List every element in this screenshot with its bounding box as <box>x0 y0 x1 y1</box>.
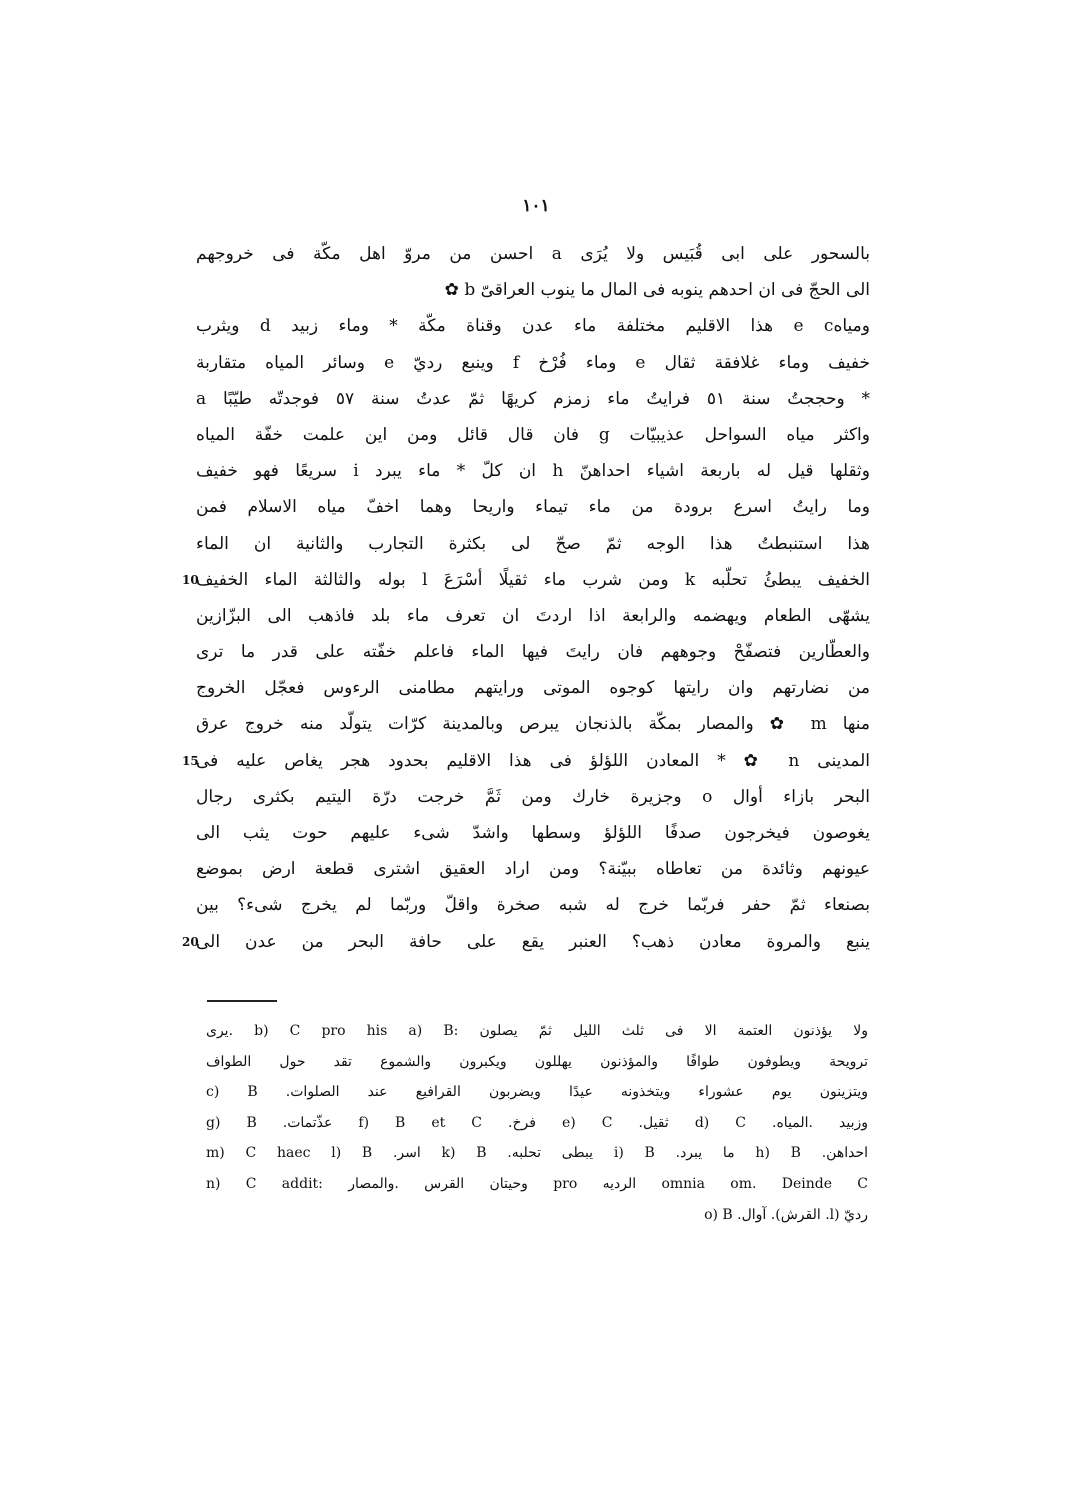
text-line: واكثر مياه السواحل عذيبيّات g فان قال قائل ومن اين علمت خفّة المياه <box>196 424 870 445</box>
text-line: الى الحجّ فى ان احدهم ينوبه فى المال ما ينوب العراقىّ b ✿ <box>444 280 870 301</box>
text-line: خفيف وماء غلافقة ثقال e وماء فُرْخ f وينبع رديّ e وسائر المياه متقاربة <box>196 352 870 373</box>
text-line: 20 ينبع والمروة معادن ذهب؟ العنبر يقع على حافة البحر من عدن الى <box>196 924 870 960</box>
text-line: البحر بازاء أوال o وجزيرة خارك ومن ثَمَّ خرجت درّة اليتيم بكثرى رجال <box>196 786 870 807</box>
text-line: هذا استنبطتُ هذا الوجه ثمّ صحّ لى بكثرة التجارب والثانية ان الماء <box>196 533 870 554</box>
main-text-block <box>182 236 871 960</box>
line-number: 10 <box>182 572 199 587</box>
footnote-line: g) B .عذّتمات f) B et C .فرخ e) C .ثقيل d) C .وزبيد .المياه <box>206 1114 869 1131</box>
footnote-line: n) C addit: وحيتان القرس .والمصار pro الرديه omnia om. Deinde C <box>206 1175 869 1192</box>
text-line: يغوصون فيخرجون صدفًا اللؤلؤ وسطها واشدّ شىء عليهم حوت يثب الى <box>196 823 870 843</box>
text-line: بالسحور على ابى قُبَيس ولا يُرَى a احسن من مروّ اهل مكّة فى خروجهم <box>196 244 871 264</box>
footnote-line: o) B .آوال .(القرش .l) رديّ <box>704 1206 868 1223</box>
text-line: وثقلها قيل له باربعة اشياء احداهنّ h ان كلّ * ماء يبرد i سريعًا فهو خفيف <box>196 461 870 482</box>
text-line: 10 الخفيف يبطئُ تحلّبه k ومن شرب ماء ثقيلًا أسْرَعَ l بوله والثالثة الماء الخفيف <box>196 562 870 598</box>
text-line: ومياهe c هذا الاقليم مختلفة ماء عدن وقناة مكّة * وماء زبيد d ويثرب <box>196 316 870 337</box>
text-line: منها m ✿ والمصار بمكّة بالذنجان يبرص وبالمدينة كرّات يتولّد منه خروج عرق <box>196 714 870 735</box>
page-number: ١٠١ <box>522 196 550 216</box>
footnote-line: ولا يؤذنون العتمة الا فى ثلث الليل ثمّ يصلون :b) C pro his a) B .يرى <box>206 1023 868 1039</box>
text-line: والعطّارين فتصفّحْ وجوههم فان رايتَ فيها الماء فاعلم خفّته على قدر ما ترى <box>196 642 870 663</box>
text-line: من نضارتهم وان رايتها كوجوه الموتى ورايتهم مطامنى الرءوس فعجّل الخروج <box>196 678 870 699</box>
text-line: عيونهم وثائدة من تعاطاه ببيّنة؟ ومن اراد العقيق اشترى قطعة ارض بموضع <box>196 859 870 880</box>
footnote-line: ترويحة ويطوفون طوافًا والمؤذنون يهللون ويكبرون والشموع تقد حول الطواف <box>206 1053 868 1070</box>
footnotes-block <box>206 1016 868 1230</box>
text-line: * وحججتُ سنة ٥١ فرايتُ ماء زمزم كريهًا ثمّ عدتُ سنة ٥٧ فوجدتّه طيّبًا a <box>196 388 871 409</box>
footnote-line: c) B .ويتزينون يوم عشوراء ويتخذونه عيدًا ويضربون القرافيع عند الصلوات <box>206 1084 868 1101</box>
line-number: 15 <box>182 753 199 768</box>
line-number: 20 <box>182 934 199 949</box>
footnote-line: m) C haec l) B .اسر k) B .يبطى تحلبه i) B .ما يبرد h) B .احداهن <box>206 1145 868 1162</box>
text-line: وما رايتُ اسرع برودة من ماء تيماء واريحا وهما اخفّ مياه الاسلام فمن <box>196 497 870 518</box>
text-line: بصنعاء ثمّ حفر فربّما خرج له شبه صخرة واقلّ وربّما لم يخرج شىء؟ بين <box>196 895 870 916</box>
text-line: يشهّى الطعام ويهضمه والرابعة اذا اردتَ ان تعرف ماء بلد فاذهب الى البزّازين <box>196 605 870 626</box>
footnote-separator <box>207 1000 277 1002</box>
text-line: 15 المدينى n ✿ * المعادن اللؤلؤ فى هذا الاقليم بحدود هجر يغاص عليه فى <box>196 743 870 779</box>
